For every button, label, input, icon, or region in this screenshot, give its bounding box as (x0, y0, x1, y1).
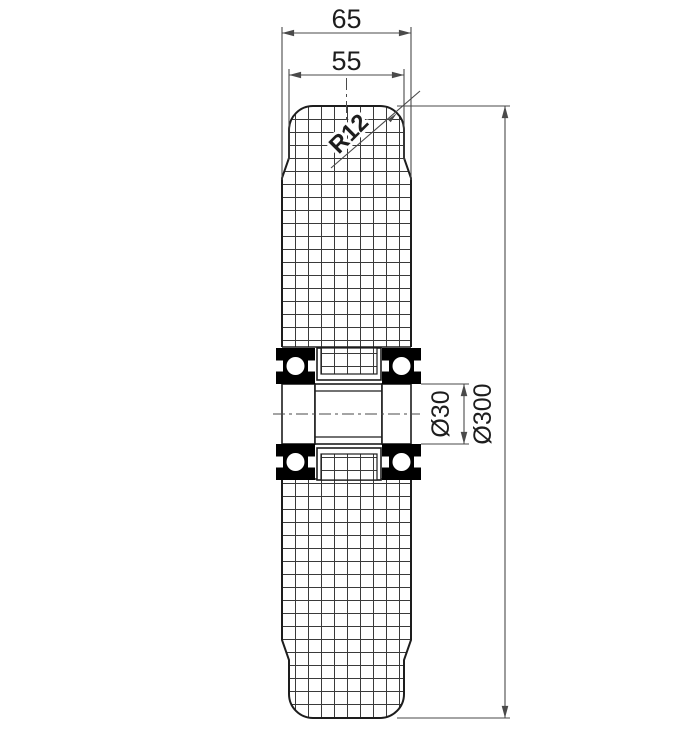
overall-width-label: 65 (331, 4, 362, 34)
tread-width-label: 55 (331, 46, 362, 76)
bearing-ball (287, 357, 305, 375)
corner-radius-label: R12 (323, 108, 375, 160)
race-notch-outer (276, 457, 283, 468)
bearing-bottom-left (276, 444, 315, 480)
bearing-ball (393, 357, 411, 375)
bearing-bottom-right (382, 444, 421, 480)
bearing-top-left (276, 348, 315, 384)
race-notch-outer (414, 457, 421, 468)
dim-bore-diameter (421, 384, 469, 444)
outer-diameter-label: Ø300 (469, 383, 497, 445)
race-notch-inner (382, 361, 389, 372)
hub-channel-bottom-inner (321, 454, 377, 480)
bearing-ball (287, 453, 305, 471)
race-notch-inner (308, 457, 315, 468)
bore-diameter-label: Ø30 (427, 390, 455, 438)
race-notch-outer (414, 361, 421, 372)
hub-assembly (272, 347, 424, 480)
race-notch-outer (276, 361, 283, 372)
race-notch-inner (308, 361, 315, 372)
hub-channel-top-inner (321, 348, 377, 374)
bearing-top-right (382, 348, 421, 384)
race-notch-inner (382, 457, 389, 468)
bearing-ball (393, 453, 411, 471)
